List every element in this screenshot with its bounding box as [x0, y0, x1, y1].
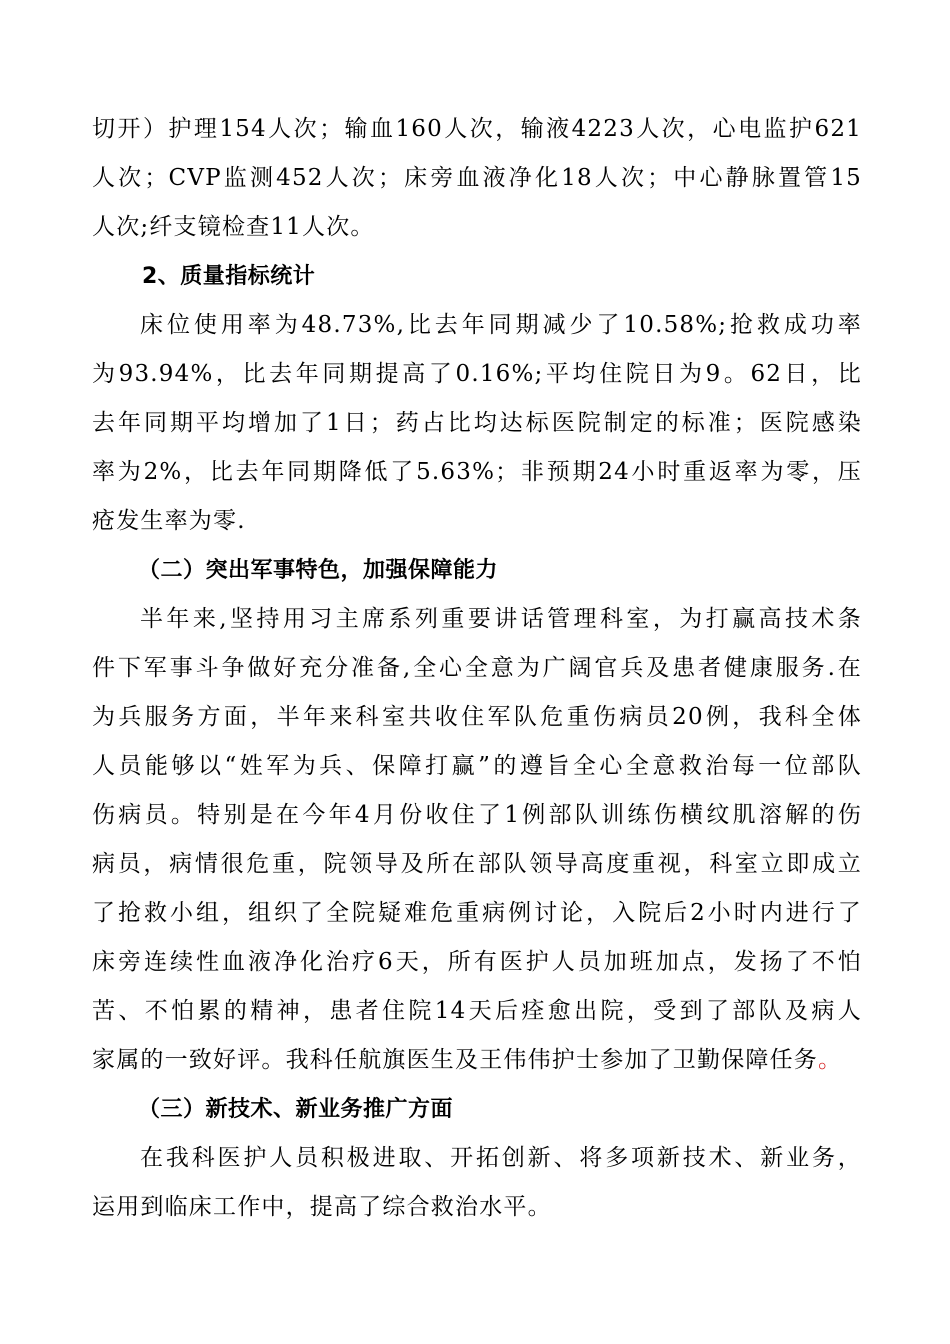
paragraph-line: 切开）护理154人次；输血160人次，输液4223人次，心电监护621	[92, 116, 862, 142]
paragraph-line: 苦、不怕累的精神，患者住院14天后痊愈出院，受到了部队及病人	[92, 998, 862, 1024]
paragraph-line: 人次；CVP监测452人次；床旁血液净化18人次；中心静脉置管15	[92, 165, 862, 191]
paragraph-line: 半年来,坚持用习主席系列重要讲话管理科室，为打赢高技术条	[140, 606, 862, 632]
paragraph-line: 人次;纤支镜检查11人次。	[92, 214, 375, 240]
red-period-mark: 。	[818, 1047, 843, 1073]
paragraph-line: 为93.94%，比去年同期提高了0.16%;平均住院日为9。62日，比	[92, 361, 862, 387]
document-page	[92, 105, 862, 1232]
paragraph-line: 运用到临床工作中，提高了综合救治水平。	[92, 1194, 552, 1220]
paragraph-line: 伤病员。特别是在今年4月份收住了1例部队训练伤横纹肌溶解的伤	[92, 802, 862, 828]
paragraph-line-last	[92, 1036, 862, 1085]
section-heading-quality-stats: 2、质量指标统计	[142, 264, 316, 289]
paragraph-line: 床位使用率为48.73%,比去年同期减少了10.58%;抢救成功率	[140, 312, 862, 338]
section-heading-military: （二）突出军事特色，加强保障能力	[138, 558, 499, 583]
paragraph-line: 为兵服务方面，半年来科室共收住军队危重伤病员20例，我科全体	[92, 704, 862, 730]
paragraph-line: 在我科医护人员积极进取、开拓创新、将多项新技术、新业务，	[140, 1145, 862, 1171]
paragraph-line: 床旁连续性血液净化治疗6天，所有医护人员加班加点，发扬了不怕	[92, 949, 862, 975]
paragraph-line: 病员，病情很危重，院领导及所在部队领导高度重视，科室立即成立	[92, 851, 862, 877]
paragraph-line: 了抢救小组，组织了全院疑难危重病例讨论，入院后2小时内进行了	[92, 900, 862, 926]
paragraph-line: 率为2%，比去年同期降低了5.63%；非预期24小时重返率为零，压	[92, 459, 862, 485]
paragraph-line: 去年同期平均增加了1日；药占比均达标医院制定的标准；医院感染	[92, 410, 862, 436]
paragraph-line: 人员能够以“姓军为兵、保障打赢”的遵旨全心全意救治每一位部队	[92, 753, 862, 779]
paragraph-line: 件下军事斗争做好充分准备,全心全意为广阔官兵及患者健康服务.在	[92, 655, 862, 681]
section-heading-new-tech: （三）新技术、新业务推广方面	[138, 1097, 454, 1122]
paragraph-line-text: 家属的一致好评。我科任航旗医生及王伟伟护士参加了卫勤保障任务	[92, 1047, 818, 1073]
paragraph-line: 疮发生率为零.	[92, 508, 246, 534]
